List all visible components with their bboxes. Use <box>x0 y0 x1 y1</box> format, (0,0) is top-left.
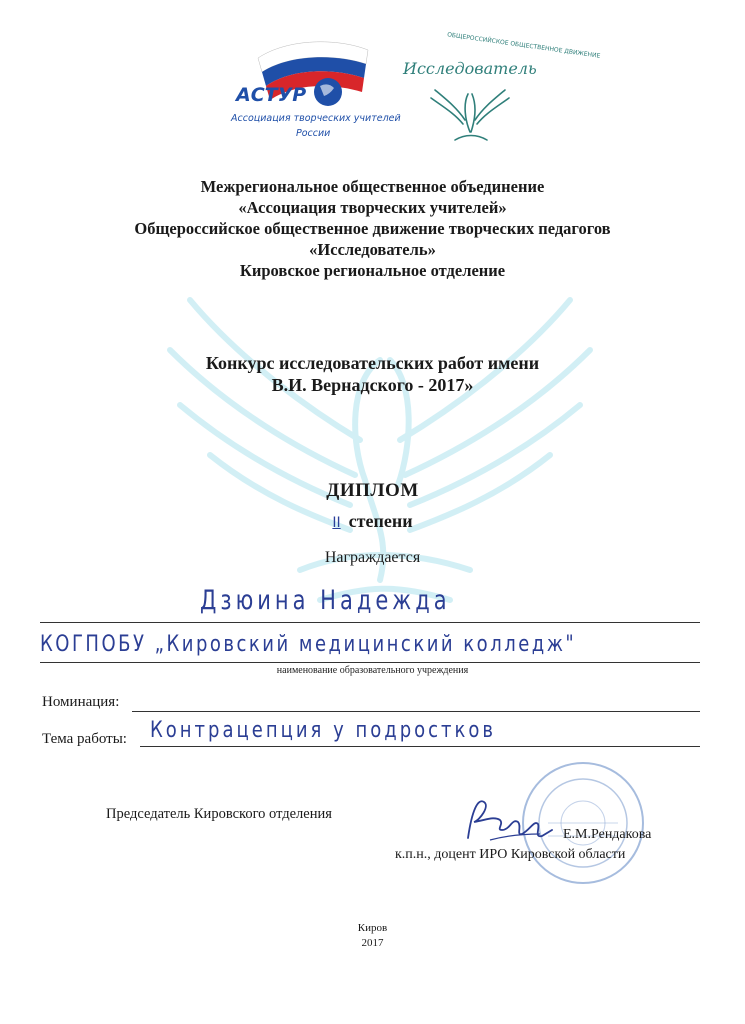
degree-handwritten: II <box>332 515 341 531</box>
topic-underline <box>140 746 700 747</box>
topic-value: Контрацепция у подростков <box>150 716 497 743</box>
recipient-name: Дзюина Надежда <box>200 585 451 615</box>
signer-name: Е.М.Рендакова <box>563 827 652 842</box>
header-line-5: Кировское региональное отделение <box>239 261 506 280</box>
issledovatel-logo <box>395 28 601 153</box>
header-line-1: Межрегиональное общественное объединение <box>200 177 545 196</box>
issledovatel-ring-text: ОБЩЕРОССИЙСКОЕ ОБЩЕСТВЕННОЕ ДВИЖЕНИЕ <box>446 31 601 60</box>
diploma-title: ДИПЛОМ <box>326 480 419 501</box>
organization-header <box>0 176 745 281</box>
degree-word: степени <box>348 511 413 531</box>
chairman-label: Председатель Кировского отделения <box>106 806 332 822</box>
name-underline <box>40 622 700 623</box>
header-line-3: Общероссийское общественное движение творческих педагогов <box>134 219 611 238</box>
footer-city: Киров <box>357 922 388 934</box>
issledovatel-name: Исследователь <box>403 59 537 78</box>
contest-line-2: В.И. Вернадского - 2017» <box>271 375 474 395</box>
astur-logo <box>228 28 401 148</box>
institution-caption: наименование образовательного учреждения <box>276 665 469 676</box>
contest-line-1: Конкурс исследовательских работ имени <box>205 353 540 373</box>
footer-year: 2017 <box>361 937 384 949</box>
topic-label: Тема работы: <box>42 731 127 747</box>
degree-line <box>0 511 745 532</box>
handwritten-signature <box>460 790 555 850</box>
signer-title: к.п.н., доцент ИРО Кировской области <box>395 847 626 862</box>
institution-value: КОГПОБУ „Кировский медицинский колледж" <box>40 630 577 657</box>
astur-name: Ассоциация творческих учителей <box>231 113 401 124</box>
institution-underline <box>40 662 700 663</box>
contest-title <box>0 352 745 396</box>
astur-country: России <box>296 128 331 139</box>
awarded-label: Награждается <box>324 549 421 566</box>
nomination-label: Номинация: <box>42 694 120 710</box>
nomination-underline <box>132 711 700 712</box>
header-line-2: «Ассоциация творческих учителей» <box>238 198 507 217</box>
header-line-4: «Исследователь» <box>309 240 436 259</box>
astur-acronym: АСТУР <box>236 84 307 106</box>
dove-watermark <box>150 240 610 640</box>
